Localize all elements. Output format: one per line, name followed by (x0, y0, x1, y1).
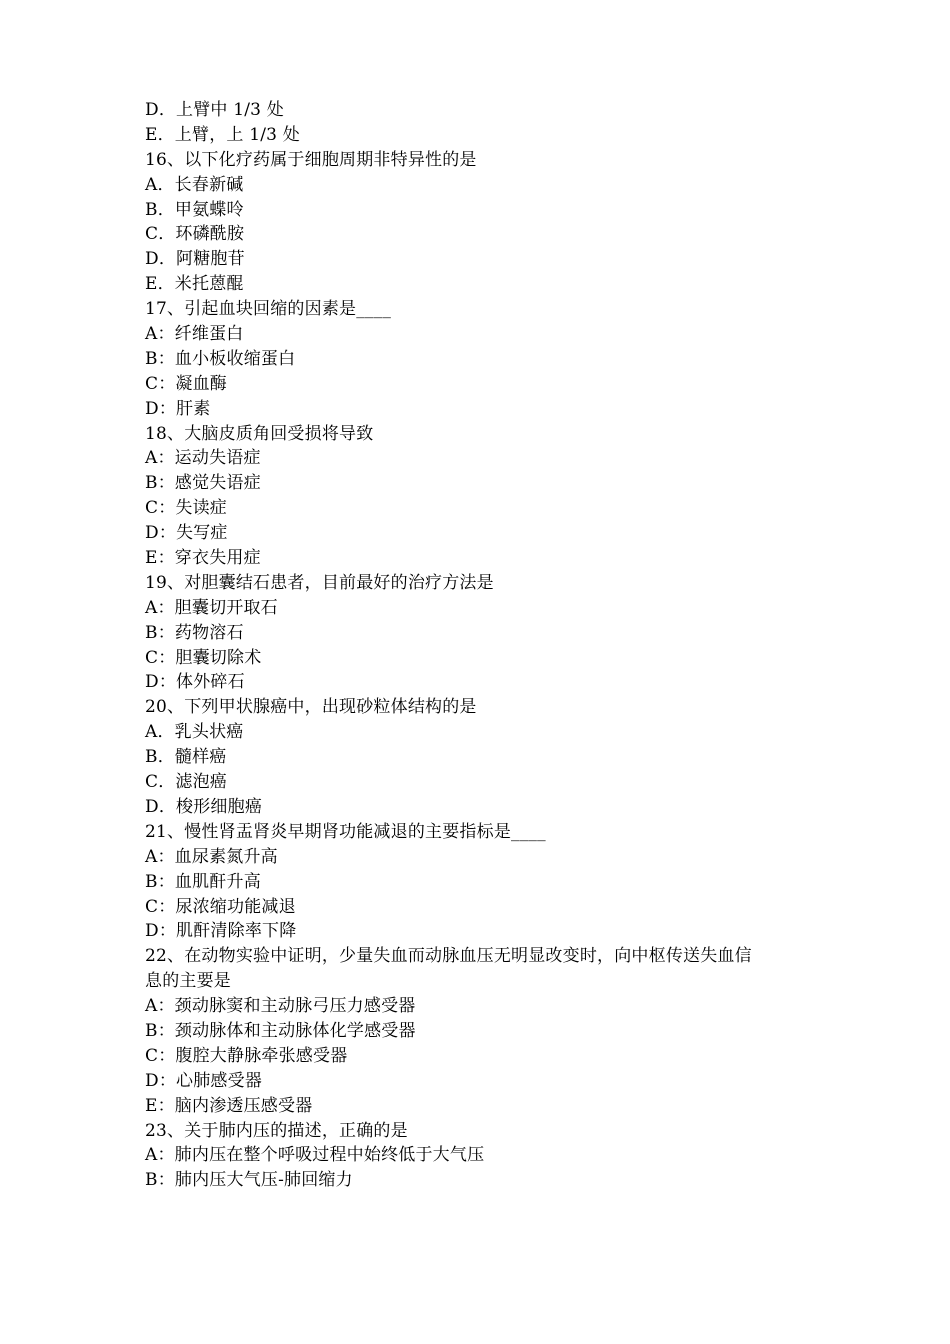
question-text: 22、在动物实验中证明，少量失血而动脉血压无明显改变时，向中枢传送失血信 (145, 946, 752, 967)
answer-option: E：穿衣失用症 (145, 548, 261, 569)
answer-option: D：体外碎石 (145, 672, 245, 693)
answer-option: D．梭形细胞癌 (145, 796, 263, 817)
answer-option: A：颈动脉窦和主动脉弓压力感受器 (145, 996, 416, 1017)
answer-option: A：纤维蛋白 (145, 324, 244, 345)
answer-option: E．米托蒽醌 (145, 274, 244, 295)
answer-option: A．长春新碱 (145, 174, 244, 195)
answer-option: A．乳头状癌 (145, 722, 244, 743)
answer-option: D：肝素 (145, 398, 211, 419)
question-text: 息的主要是 (145, 971, 231, 992)
answer-option: C：凝血酶 (145, 373, 228, 394)
answer-option: A：运动失语症 (145, 448, 261, 469)
question-text: 16、以下化疗药属于细胞周期非特异性的是 (145, 149, 477, 170)
answer-option: B：感觉失语症 (145, 473, 261, 494)
answer-option: C：胆囊切除术 (145, 647, 262, 668)
answer-option: D．阿糖胞苷 (145, 249, 245, 270)
answer-option: C：失读症 (145, 498, 228, 519)
answer-option: C：尿浓缩功能减退 (145, 896, 296, 917)
question-text: 20、下列甲状腺癌中，出现砂粒体结构的是 (145, 697, 477, 718)
answer-option: D：失写症 (145, 523, 228, 544)
answer-option: D：心肺感受器 (145, 1070, 263, 1091)
answer-option: A：胆囊切开取石 (145, 597, 278, 618)
answer-option: E：脑内渗透压感受器 (145, 1095, 313, 1116)
answer-option: C．滤泡癌 (145, 772, 228, 793)
answer-option: B：肺内压大气压-肺回缩力 (145, 1170, 353, 1191)
answer-option: C．环磷酰胺 (145, 224, 245, 245)
answer-option: B：血小板收缩蛋白 (145, 348, 296, 369)
question-text: 21、慢性肾盂肾炎早期肾功能减退的主要指标是____ (145, 821, 546, 842)
exam-question-list (145, 98, 815, 1193)
answer-option: D：肌酐清除率下降 (145, 921, 297, 942)
answer-option: B：颈动脉体和主动脉体化学感受器 (145, 1020, 416, 1041)
answer-option: B．髓样癌 (145, 747, 227, 768)
answer-option: C：腹腔大静脉牵张感受器 (145, 1045, 348, 1066)
answer-option: D．上臂中 1/3 处 (145, 100, 284, 120)
answer-option: B：血肌酐升高 (145, 871, 261, 892)
answer-option: E．上臂，上 1/3 处 (145, 124, 300, 145)
answer-option: B．甲氨蝶呤 (145, 199, 244, 220)
answer-option: A：血尿素氮升高 (145, 846, 278, 867)
question-text: 18、大脑皮质角回受损将导致 (145, 423, 374, 444)
answer-option: B：药物溶石 (145, 622, 244, 643)
question-text: 23、关于肺内压的描述，正确的是 (145, 1120, 408, 1141)
question-text: 17、引起血块回缩的因素是____ (145, 299, 392, 320)
answer-option: A：肺内压在整个呼吸过程中始终低于大气压 (145, 1145, 485, 1166)
question-text: 19、对胆囊结石患者，目前最好的治疗方法是 (145, 572, 494, 593)
